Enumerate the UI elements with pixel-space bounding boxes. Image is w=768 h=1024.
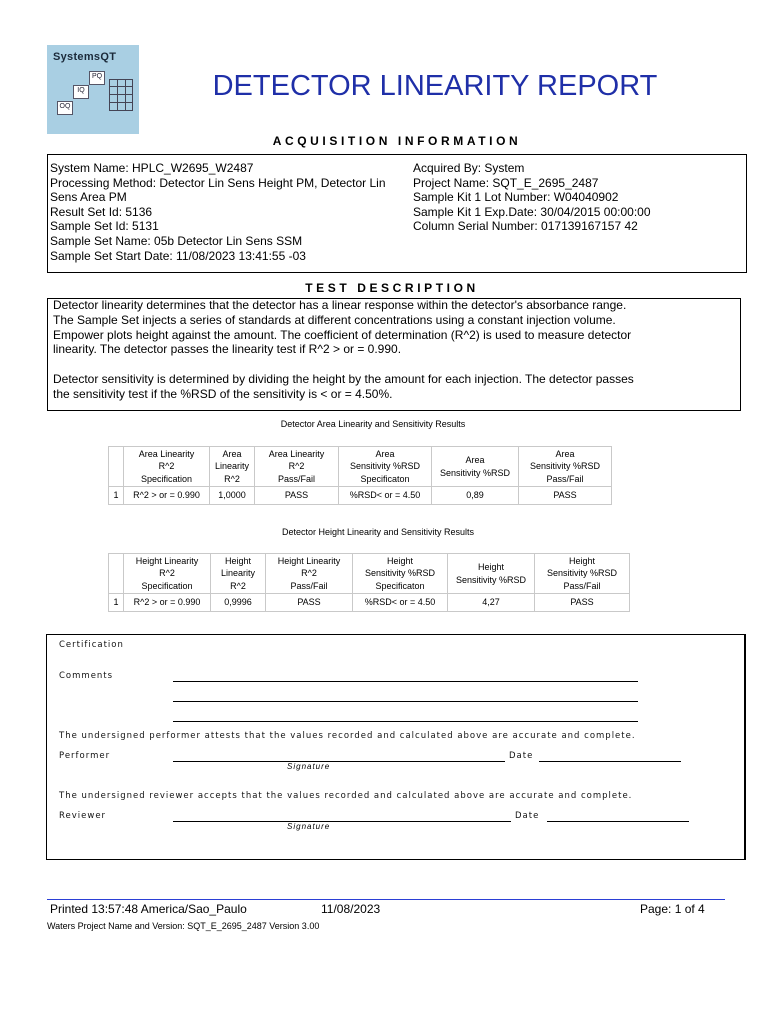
logo-brand-text: SystemsQT	[53, 51, 117, 63]
performer-signature-line[interactable]	[173, 761, 505, 762]
performer-statement: The undersigned performer attests that the values recorded and calculated above are accurate and complete.	[59, 731, 636, 741]
acquisition-heading: ACQUISITION INFORMATION	[272, 134, 522, 148]
report-title: DETECTOR LINEARITY REPORT	[212, 70, 658, 102]
table-header-cell: Area Linearity R^2 Pass/Fail	[255, 447, 339, 487]
performer-label: Performer	[59, 751, 111, 761]
comments-label: Comments	[59, 671, 114, 681]
test-description-text	[53, 298, 733, 402]
table-header-cell: Height Sensitivity %RSD Pass/Fail	[535, 554, 630, 594]
table-header-cell: Area Sensitivity %RSD	[432, 447, 519, 487]
desc-line: The Sample Set injects a series of standards at different concentrations using a constant injection volume.	[53, 312, 616, 327]
table-cell: 1,0000	[210, 487, 255, 505]
table-header-cell: Height Linearity R^2 Pass/Fail	[266, 554, 353, 594]
table-cell: 4,27	[448, 594, 535, 612]
desc-line: Detector sensitivity is determined by dividing the height by the amount for each injection. The detector passes	[53, 371, 634, 386]
table-cell: %RSD< or = 4.50	[353, 594, 448, 612]
acq-lot-number: Sample Kit 1 Lot Number: W04040902	[413, 190, 619, 205]
footer-rule	[47, 899, 725, 900]
test-description-heading: TEST DESCRIPTION	[305, 281, 479, 295]
table-cell: %RSD< or = 4.50	[339, 487, 432, 505]
footer-version: Waters Project Name and Version: SQT_E_2695_2487 Version 3.00	[47, 921, 320, 931]
acq-sample-set-id: Sample Set Id: 5131	[50, 219, 159, 234]
comments-line[interactable]	[173, 681, 638, 682]
acq-acquired-by: Acquired By: System	[413, 161, 525, 175]
test-description-box	[47, 298, 741, 411]
acq-sample-set-start-date: Sample Set Start Date: 11/08/2023 13:41:55 -03	[50, 248, 306, 263]
table-header-row	[109, 554, 630, 594]
desc-line: Detector linearity determines that the detector has a linear response within the detector's absorbance range.	[53, 298, 627, 312]
performer-date-label: Date	[509, 751, 534, 761]
logo-doc-iq: IQ	[73, 85, 89, 99]
logo-instrument-graphic	[109, 79, 133, 111]
table-header-cell: Height Sensitivity %RSD Specificaton	[353, 554, 448, 594]
table-header-cell: Area Sensitivity %RSD Specificaton	[339, 447, 432, 487]
performer-date-line[interactable]	[539, 761, 681, 762]
table-header-cell: Height Sensitivity %RSD	[448, 554, 535, 594]
table-header-cell: Height Linearity R^2 Specification	[124, 554, 211, 594]
acq-system-name: System Name: HPLC_W2695_W2487	[50, 161, 254, 175]
area-table-caption: Detector Area Linearity and Sensitivity Results	[280, 419, 466, 429]
table-header-cell: Height Linearity R^2	[211, 554, 266, 594]
acq-processing-method-cont: Sens Area PM	[50, 190, 127, 205]
height-results-table	[108, 553, 630, 612]
acquisition-box	[47, 154, 747, 273]
table-row	[109, 487, 612, 505]
desc-line: Empower plots height against the amount. The coefficient of determination (R^2) is used to measure detector	[53, 327, 632, 342]
certification-title: Certification	[59, 640, 124, 650]
area-results-table	[108, 446, 612, 505]
reviewer-signature-label: Signature	[287, 822, 331, 831]
acquisition-left-column	[50, 161, 412, 263]
table-header-cell: Area Sensitivity %RSD Pass/Fail	[519, 447, 612, 487]
acq-sample-set-name: Sample Set Name: 05b Detector Lin Sens SSM	[50, 233, 303, 248]
table-cell: PASS	[266, 594, 353, 612]
acquisition-right-column	[413, 161, 743, 234]
reviewer-signature-line[interactable]	[173, 821, 511, 822]
table-cell: 0,89	[432, 487, 519, 505]
acq-project-name: Project Name: SQT_E_2695_2487	[413, 175, 599, 190]
table-cell: PASS	[519, 487, 612, 505]
acq-processing-method: Processing Method: Detector Lin Sens Height PM, Detector Lin	[50, 175, 386, 190]
footer-date: 11/08/2023	[321, 902, 381, 916]
reviewer-statement: The undersigned reviewer accepts that the values recorded and calculated above are accurate and complete.	[59, 791, 633, 801]
reviewer-label: Reviewer	[59, 811, 107, 821]
comments-line[interactable]	[173, 721, 638, 722]
acq-column-serial: Column Serial Number: 017139167157 42	[413, 219, 638, 234]
performer-signature-label: Signature	[287, 762, 331, 771]
table-row	[109, 594, 630, 612]
footer-page-number: Page: 1 of 4	[640, 902, 705, 916]
company-logo	[47, 45, 139, 134]
acq-exp-date: Sample Kit 1 Exp.Date: 30/04/2015 00:00:00	[413, 204, 651, 219]
table-cell: R^2 > or = 0.990	[124, 594, 211, 612]
reviewer-date-label: Date	[515, 811, 540, 821]
desc-line: the sensitivity test if the %RSD of the sensitivity is < or = 4.50%.	[53, 386, 393, 401]
table-header-row	[109, 447, 612, 487]
height-table-caption: Detector Height Linearity and Sensitivity Results	[281, 527, 475, 537]
logo-doc-oq: OQ	[57, 101, 73, 115]
table-header-cell	[109, 447, 124, 487]
reviewer-date-line[interactable]	[547, 821, 689, 822]
table-header-cell	[109, 554, 124, 594]
table-cell-index: 1	[109, 594, 124, 612]
table-header-cell: Area Linearity R^2 Specification	[124, 447, 210, 487]
certification-box	[46, 634, 746, 860]
desc-line: linearity. The detector passes the linearity test if R^2 > or = 0.990.	[53, 342, 402, 357]
footer-printed: Printed 13:57:48 America/Sao_Paulo	[50, 902, 247, 916]
table-cell: PASS	[535, 594, 630, 612]
logo-doc-pq: PQ	[89, 71, 105, 85]
table-cell: 0,9996	[211, 594, 266, 612]
table-header-cell: Area Linearity R^2	[210, 447, 255, 487]
acq-result-set-id: Result Set Id: 5136	[50, 204, 153, 219]
table-cell-index: 1	[109, 487, 124, 505]
table-cell: PASS	[255, 487, 339, 505]
comments-line[interactable]	[173, 701, 638, 702]
table-cell: R^2 > or = 0.990	[124, 487, 210, 505]
